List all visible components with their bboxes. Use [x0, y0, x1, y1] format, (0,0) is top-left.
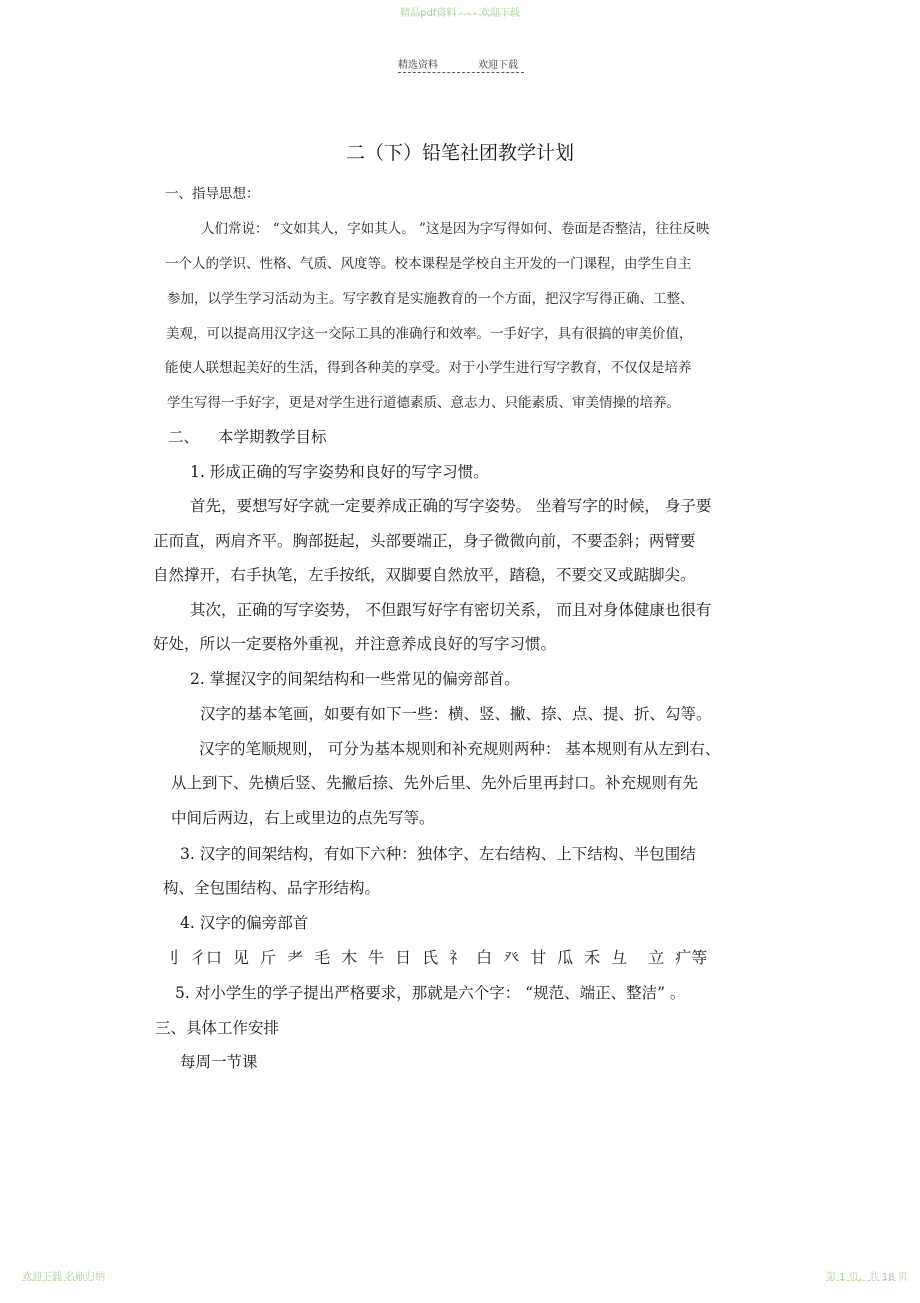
paragraph-line: 汉字的笔顺规则， 可分为基本规则和补充规则两种： 基本规则有从左到右、 [199, 740, 721, 758]
radical-item: 禾 [584, 948, 601, 967]
section-1-heading: 一、指导思想： [165, 186, 260, 202]
radical-item: 氏 [422, 948, 439, 967]
radical-item: 礻 [449, 948, 466, 967]
paragraph-line: 正而直，两肩齐平。胸部挺起，头部要端正，身子微微向前，不要歪斜；两臂要 [153, 532, 696, 550]
radicals-list [163, 945, 718, 968]
header-left: 精选资料 [398, 60, 438, 71]
paragraph-line: 构、全包围结构、品字形结构。 [163, 879, 381, 897]
watermark-top: 精品pdf资料 - - - 欢迎下载 [400, 8, 520, 19]
watermark-top-divider [402, 14, 517, 15]
radical-item: 彑 [611, 948, 628, 967]
section-1-line: 美观，可以提高用汉字这一交际工具的准确行和效率。一手好字，具有很搞的审美价值， [166, 326, 693, 342]
radical-item: 见 [233, 948, 250, 967]
radical-item: 彳口 [190, 948, 223, 967]
header-divider [398, 72, 524, 73]
goal-item: 2. 掌握汉字的间架结构和一些常见的偏旁部首。 [190, 670, 520, 688]
radical-item: 瓜 [557, 948, 574, 967]
paragraph-line: 自然撑开，右手执笔，左手按纸，双脚要自然放平，踏稳，不要交叉或踮脚尖。 [153, 566, 696, 584]
section-1-line: 一个人的学识、性格、气质、风度等。校本课程是学校自主开发的一门课程，由学生自主 [165, 256, 692, 272]
radical-item: 刂 [163, 948, 180, 967]
paragraph-line: 其次，正确的写字姿势， 不但跟写好字有密切关系， 而且对身体健康也很有 [190, 601, 712, 619]
radical-item: 疒等 [675, 948, 708, 967]
radical-item: 木 [341, 948, 358, 967]
radical-item: 日 [395, 948, 412, 967]
section-2-heading-number: 二、 [168, 428, 200, 446]
page-header [398, 56, 518, 71]
paragraph-line: 好处，所以一定要格外重视，并注意养成良好的写字习惯。 [153, 635, 557, 653]
page-number: 第 1 页，共 18 页 [826, 1272, 908, 1283]
paragraph-line: 从上到下、先横后竖、先撇后捺、先外后里、先外后里再封口。补充规则有先 [171, 774, 699, 792]
section-3-heading: 三、具体工作安排 [155, 1019, 280, 1037]
goal-item: 4. 汉字的偏旁部首 [180, 914, 309, 932]
goal-item: 5. 对小学生的学子提出严格要求，那就是六个字： “规范、端正、整洁” 。 [175, 984, 686, 1002]
page-title: 二（下）铅笔社团教学计划 [345, 142, 574, 164]
radical-item: 耂 [287, 948, 304, 967]
section-1-line: 人们常说： “文如其人，字如其人。 ”这是因为字写得如何、卷面是否整洁，往往反映 [201, 221, 710, 237]
radical-item: 毛 [314, 948, 331, 967]
watermark-bottom-right-divider [826, 1280, 896, 1281]
paragraph-line: 汉字的基本笔画，如要有如下一些：横、竖、撇、捺、点、提、折、勾等。 [200, 705, 712, 723]
watermark-bottom-left-divider [22, 1280, 92, 1281]
section-1-line: 能使人联想起美好的生活，得到各种美的享受。对于小学生进行写字教育，不仅仅是培养 [165, 360, 692, 376]
goal-item: 1. 形成正确的写字姿势和良好的写字习惯。 [190, 463, 489, 481]
section-2-heading: 本学期教学目标 [218, 428, 327, 446]
radical-item: 斤 [260, 948, 277, 967]
radical-item: 立 [648, 948, 665, 967]
goal-item: 3. 汉字的间架结构，有如下六种：独体字、左右结构、上下结构、半包围结 [180, 845, 696, 863]
paragraph-line: 中间后两边，右上或里边的点先写等。 [171, 809, 435, 827]
paragraph-line: 每周一节课 [180, 1053, 258, 1071]
radical-item: 白 [476, 948, 493, 967]
radical-item: 牛 [368, 948, 385, 967]
section-1-line: 参加，以学生学习活动为主。写字教育是实施教育的一个方面，把汉字写得正确、工整、 [167, 291, 694, 307]
radical-item: 癶 [503, 948, 520, 967]
section-1-line: 学生写得一手好字，更是对学生进行道德素质、意志力、只能素质、审美情操的培养。 [167, 395, 680, 411]
paragraph-line: 首先，要想写好字就一定要养成正确的写字姿势。 坐着写字的时候， 身子要 [190, 497, 712, 515]
header-right: 欢迎下载 [478, 60, 518, 71]
watermark-bottom-left: 欢迎下载 名师归纳 [22, 1272, 106, 1283]
radical-item: 甘 [530, 948, 547, 967]
